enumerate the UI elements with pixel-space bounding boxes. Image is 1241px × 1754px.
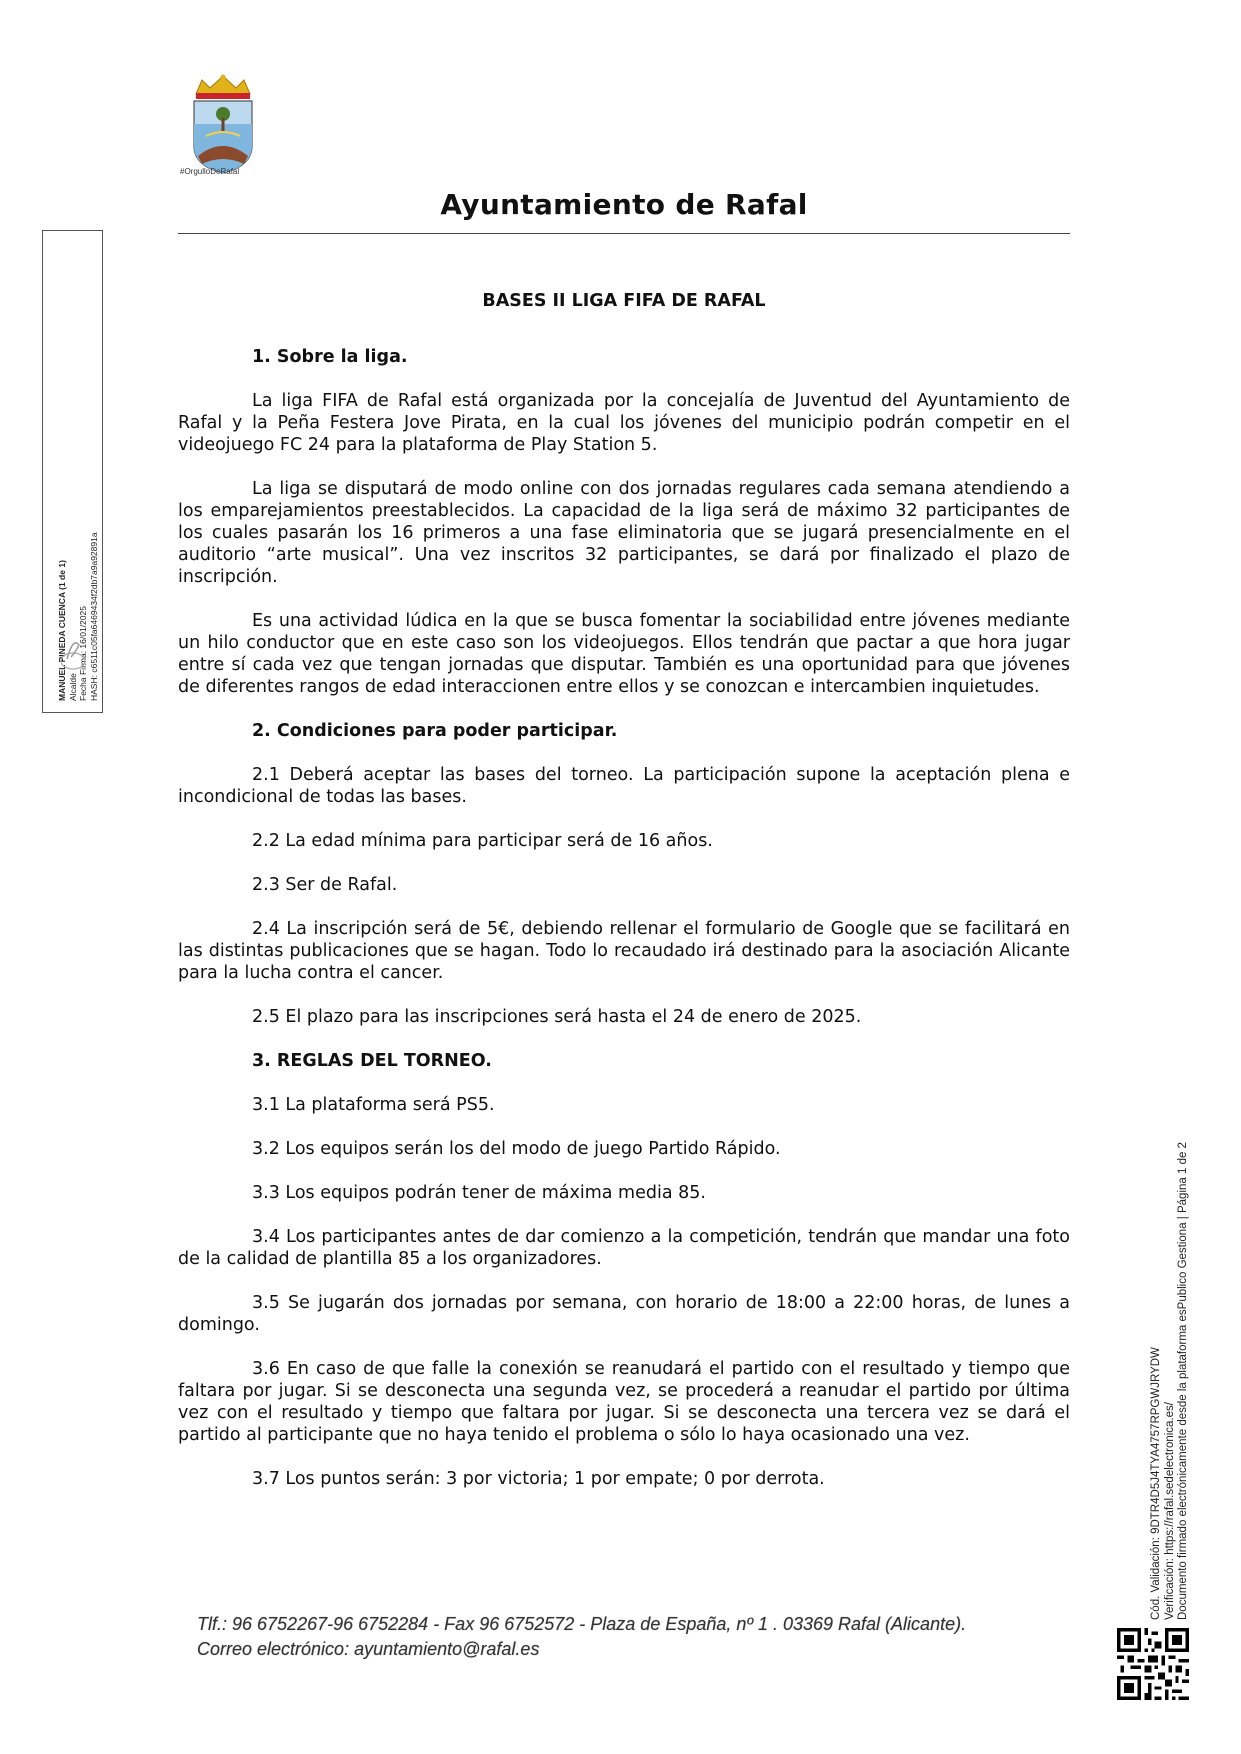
document-title: BASES II LIGA FIFA DE RAFAL (482, 291, 766, 311)
title-divider (178, 233, 1070, 234)
signer-role: Alcalde (67, 673, 78, 701)
paragraph: 3.4 Los participantes antes de dar comienzo a la competición, tendrán que mandar una foto de la calidad de plantilla 85 a los organizadores. (178, 1227, 1070, 1269)
paragraph: 3.5 Se jugarán dos jornadas por semana, con horario de 18:00 a 22:00 horas, de lunes a domingo. (178, 1293, 1070, 1335)
validation-text (1150, 1142, 1191, 1620)
organization-title: Ayuntamiento de Rafal (440, 188, 808, 221)
signature-seal-icon (57, 631, 89, 673)
paragraph: 2.3 Ser de Rafal. (252, 875, 398, 895)
validation-platform-note: Documento firmado electrónicamente desde la plataforma esPublico Gestiona | Página 1 de 2 (1177, 1142, 1189, 1620)
paragraph: 3.3 Los equipos podrán tener de máxima media 85. (252, 1183, 706, 1203)
validation-url: Verificación: https://rafal.sedelectronica.es/ (1163, 1402, 1176, 1620)
signature-box (42, 230, 103, 713)
paragraph: La liga se disputará de modo online con dos jornadas regulares cada semana atendiendo a los emparejamientos preestablecidos. La capacidad de la liga será de máximo 32 participantes de los cuales pasarán los 16 primeros a una fase eliminatoria que se jugará presencialmente en el auditorio “arte musical”. Una vez inscritos 32 participantes, se dará por finalizado el plazo de inscripción. (178, 479, 1070, 587)
footer-email: Correo electrónico: ayuntamiento@rafal.es (197, 1639, 540, 1659)
paragraph: 2.4 La inscripción será de 5€, debiendo rellenar el formulario de Google que se facilitará en las distintas publicaciones que se hagan. Todo lo recaudado irá destinado para la asociación Alicante para la lucha contra el cancer. (178, 919, 1070, 983)
paragraph: 2.5 El plazo para las inscripciones será hasta el 24 de enero de 2025. (252, 1007, 862, 1027)
paragraph: Es una actividad lúdica en la que se busca fomentar la sociabilidad entre jóvenes mediante un hilo conductor que en este caso son los videojuegos. Ellos tendrán que pactar a que hora jugar entre sí cada vez que tengan jornadas que disputar. También es una oportunidad para que jóvenes de diferentes rangos de edad interaccionen entre ellos y se conozcan e intercambien inquietudes. (178, 611, 1070, 697)
paragraph: 3.2 Los equipos serán los del modo de juego Partido Rápido. (252, 1139, 781, 1159)
document-body (178, 290, 1070, 1512)
section-heading: 1. Sobre la liga. (252, 347, 408, 367)
section-heading: 2. Condiciones para poder participar. (252, 721, 618, 741)
paragraph: 3.6 En caso de que falle la conexión se reanudará el partido con el resultado y tiempo que faltara por jugar. Si se desconecta una segunda vez, se procederá a reanudar el partido por última vez con el resultado y tiempo que faltara por jugar. Si se desconecta una tercera vez se dará el partido al participante que no haya tenido el problema o sólo lo haya ocasionado una vez. (178, 1359, 1070, 1445)
signature-date: Fecha Firma: 16/01/2025 (78, 606, 88, 701)
logo-caption: #OrgulloDeRafal (180, 167, 240, 176)
paragraph: 3.7 Los puntos serán: 3 por victoria; 1 por empate; 0 por derrota. (252, 1469, 825, 1489)
section-heading: 3. REGLAS DEL TORNEO. (252, 1051, 492, 1071)
signer-name: MANUEL PINEDA CUENCA (1 de 1) (57, 560, 67, 701)
footer-address: Tlf.: 96 6752267-96 6752284 - Fax 96 6752572 - Plaza de España, nº 1 . 03369 Rafal (Alicante). (197, 1614, 967, 1634)
paragraph: La liga FIFA de Rafal está organizada por la concejalía de Juventud del Ayuntamiento de Rafal y la Peña Festera Jove Pirata, en la cual los jóvenes del municipio podrán competir en el videojuego FC 24 para la plataforma de Play Station 5. (178, 391, 1070, 455)
paragraph: 2.2 La edad mínima para participar será de 16 años. (252, 831, 713, 851)
signature-text (57, 532, 99, 701)
paragraph: 3.1 La plataforma será PS5. (252, 1095, 495, 1115)
footer-contact (197, 1612, 966, 1662)
coat-of-arms-logo (182, 74, 264, 182)
qr-code-icon (1117, 1628, 1189, 1700)
validation-code: Cód. Validación: 9DTR4D5J4TYA4757RPGWJRYDW (1150, 1347, 1162, 1620)
paragraph: 2.1 Deberá aceptar las bases del torneo. La participación supone la aceptación plena e incondicional de todas las bases. (178, 765, 1070, 807)
signature-hash: HASH: c6511c05fa6469434f2db7a9a92891a (88, 532, 99, 701)
